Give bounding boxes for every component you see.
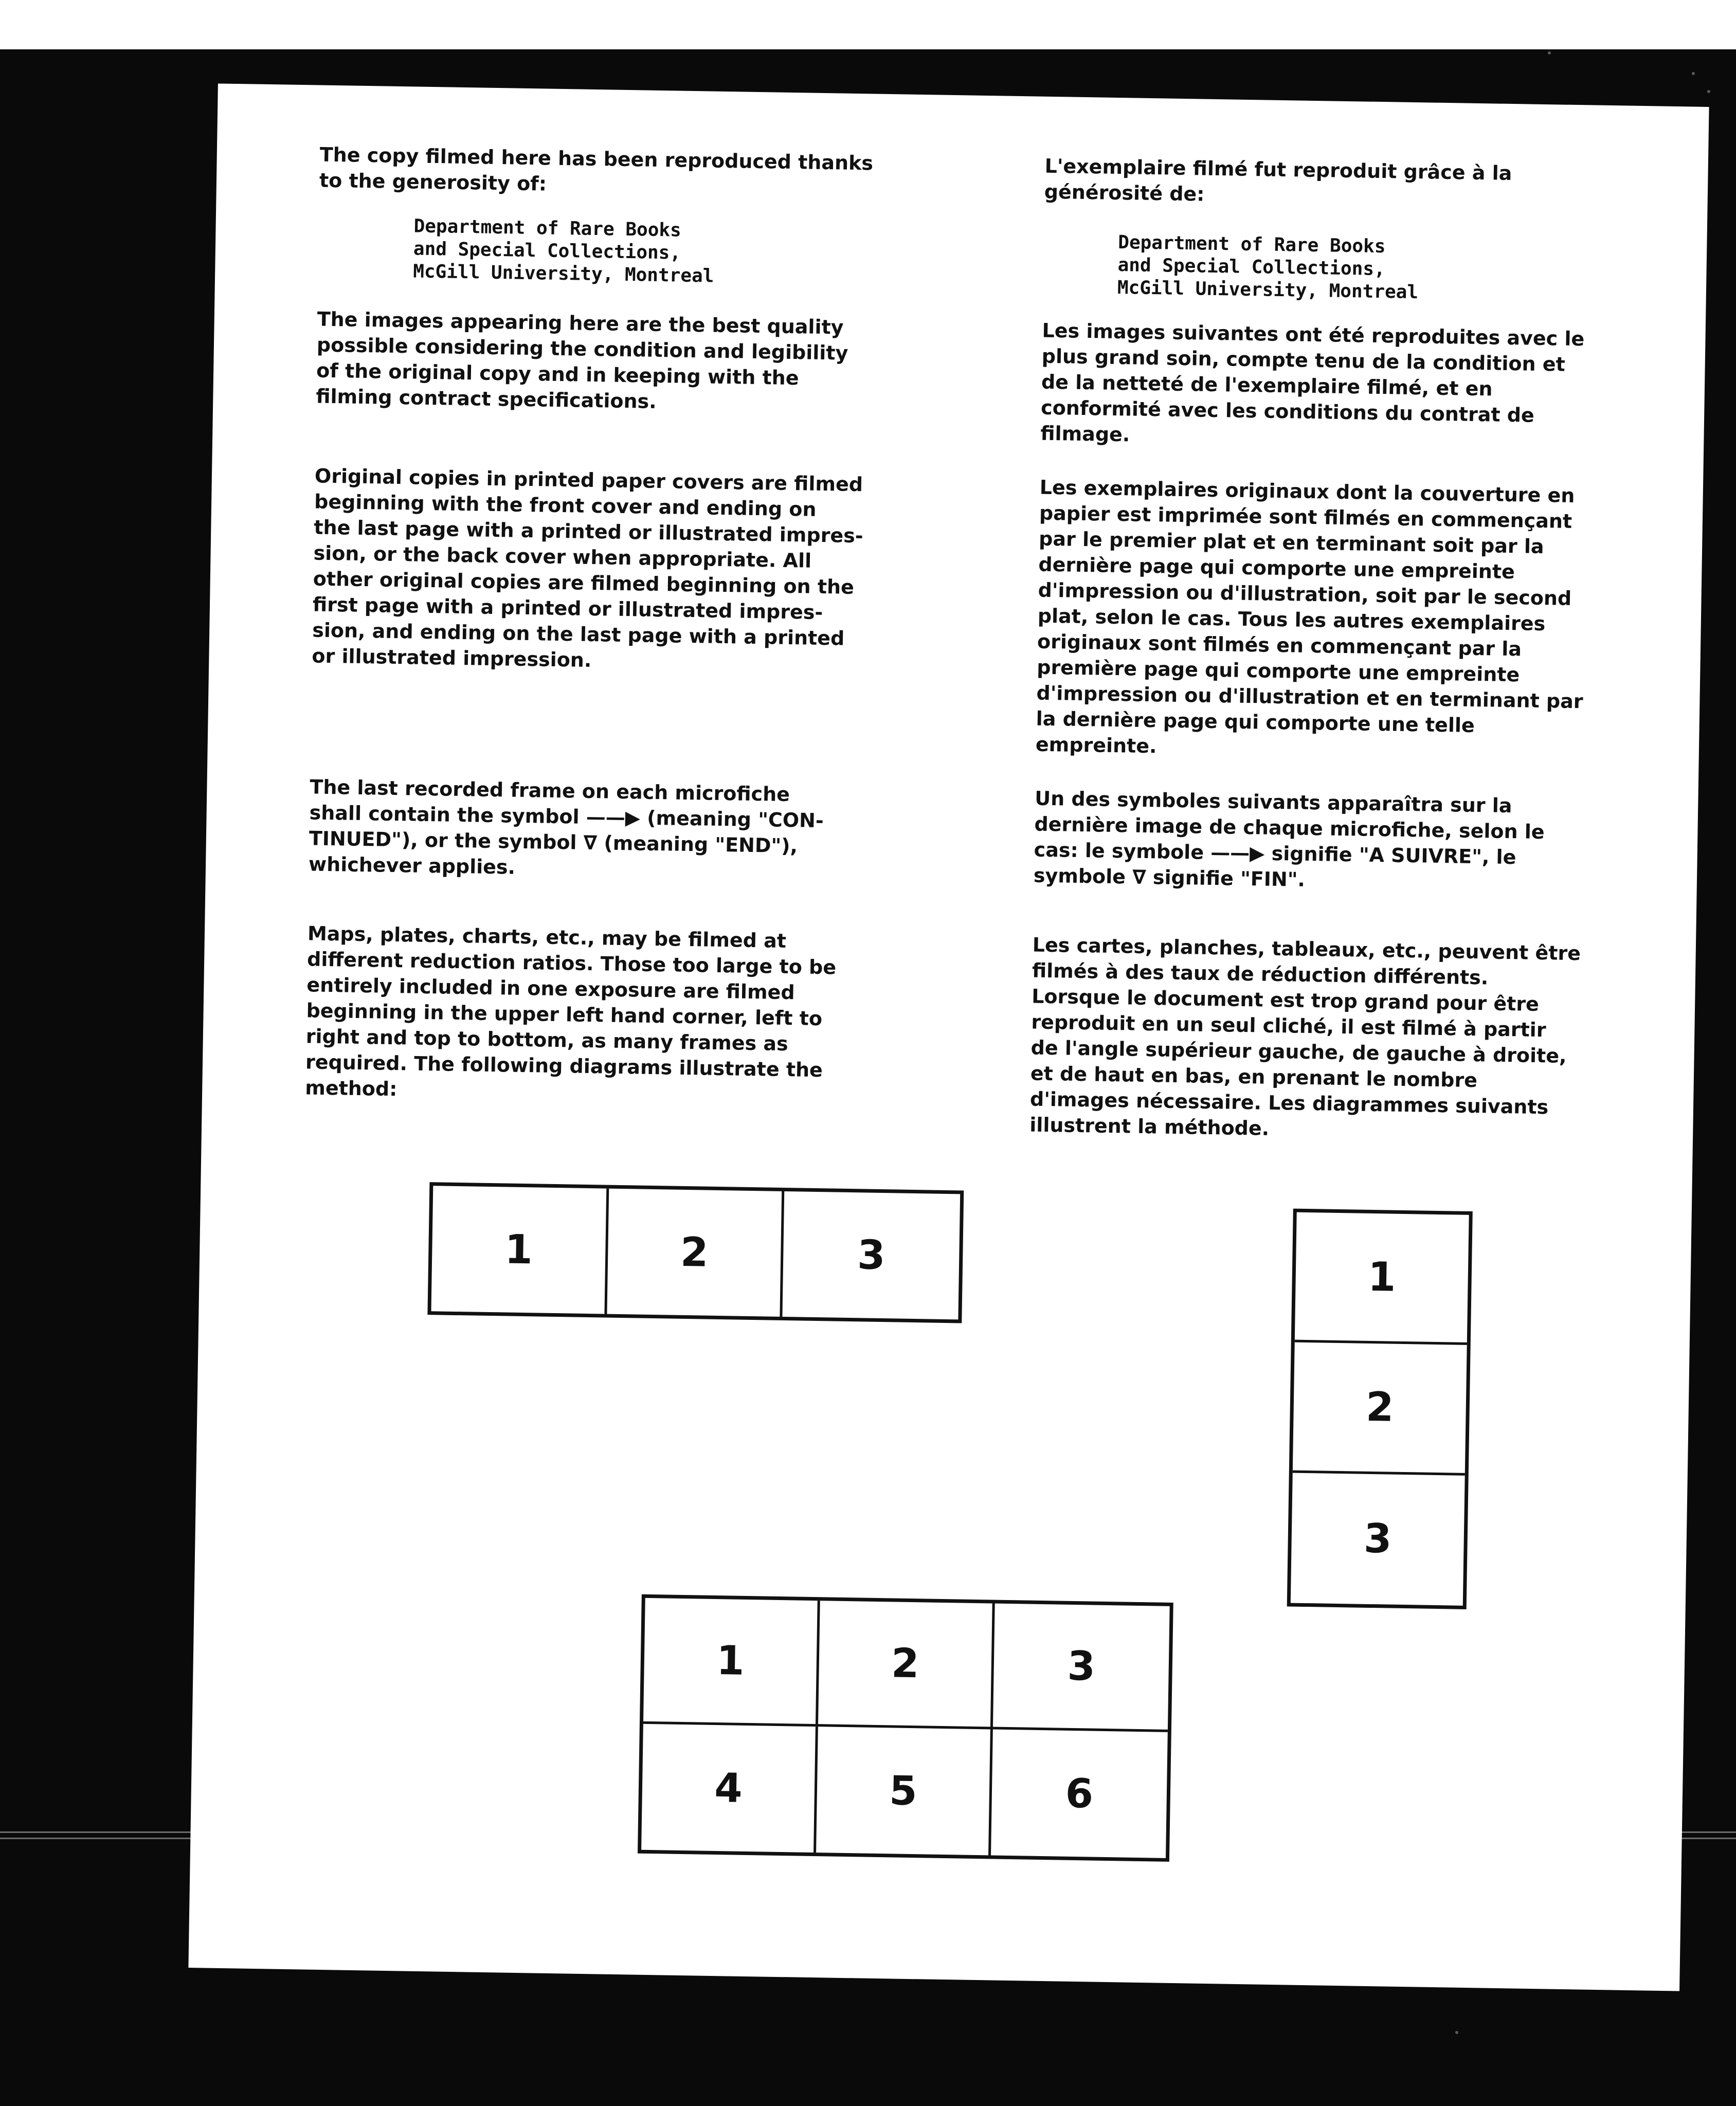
dust-speck (1548, 51, 1551, 55)
right-institution: Department of Rare Books and Special Collections, McGill University, Montreal (1117, 231, 1419, 303)
right-para-1: L'exemplaire filmé fut reproduit grâce à la générosité de: (1044, 154, 1512, 206)
right-para-3: Les exemplaires originaux dont la couverture en papier est imprimée sont filmés en commençant par le premier plat et en terminant soit par la dernière page qui comporte une empreinte d'impression ou d'illustration, soit par le second plat, selon le cas. Tous les autres exemplaires originaux sont filmés en commençant par la première page qui comporte une empreinte d'impression ou d'illustration et en terminant par la dernière page qui comporte une telle empreinte. (1035, 476, 1583, 758)
frame-cell: 3 (857, 1232, 886, 1279)
frame-cell: 5 (816, 1727, 993, 1855)
right-para-5: Les cartes, planches, tableaux, etc., peuvent être filmés à des taux de réduction différents. Lorsque le document est trop grand pour être reproduit en un seul cliché, il est filmé à partir de l'angle supérieur gauche, de gauche à droite, et de haut en bas, en prenant le nombre d'images nécessaire. Les diagrammes suivants illustrent la méthode. (1029, 933, 1581, 1140)
vertical-frame-diagram (1287, 1209, 1473, 1609)
grid-frame-diagram (638, 1594, 1173, 1862)
dust-speck (1455, 2031, 1458, 2034)
frame-cell: 2 (818, 1601, 995, 1729)
left-institution: Department of Rare Books and Special Collections, McGill University, Montreal (412, 215, 714, 287)
dust-speck (1692, 72, 1695, 75)
frame-cell: 1 (431, 1186, 609, 1314)
frame-cell: 4 (641, 1724, 818, 1853)
frame-cell: 1 (1295, 1212, 1469, 1346)
frame-cell: 2 (1293, 1342, 1467, 1476)
left-para-4: The last recorded frame on each microfiche shall contain the symbol ——▶ (meaning "CON- TINUED"), or the symbol ∇ (meaning "END"), whichever applies. (308, 775, 824, 879)
dust-speck (1707, 90, 1710, 93)
left-para-3: Original copies in printed paper covers are filmed beginning with the front cover and ending on the last page with a printed or illustrated impres- sion, or the back cover when appropriate. All other original copies are filmed beginning on the first page with a printed or illustrated impres- sion, and ending on the last page with a printed or illustrated impression. (312, 464, 863, 671)
frame-cell: 1 (643, 1598, 820, 1727)
document-page (188, 83, 1709, 1991)
left-para-5: Maps, plates, charts, etc., may be filmed at different reduction ratios. Those too large to be entirely included in one exposure are filmed beginning in the upper left hand corner, left to right and top to bottom, as many frames as required. The following diagrams illustrate the method: (304, 922, 837, 1101)
left-para-1: The copy filmed here has been reproduced thanks to the generosity of: (319, 143, 874, 195)
frame-cell: 3 (1363, 1516, 1393, 1563)
frame-cell: 2 (607, 1189, 784, 1317)
frame-cell: 6 (1065, 1770, 1094, 1818)
frame-cell: 3 (993, 1604, 1170, 1732)
left-para-2: The images appearing here are the best quality possible considering the condition and legibility of the original copy and in keeping with the filming contract specifications. (316, 307, 848, 413)
right-para-4: Un des symboles suivants apparaîtra sur la dernière image de chaque microfiche, selon le cas: le symbole ——▶ signifie "A SUIVRE", le symbole ∇ signifie "FIN". (1033, 787, 1545, 891)
right-para-2: Les images suivantes ont été reproduites avec le plus grand soin, compte tenu de la condition et de la netteté de l'exemplaire filmé, et en conformité avec les conditions du contrat de filmage. (1040, 319, 1585, 446)
horizontal-frame-diagram (427, 1182, 964, 1323)
